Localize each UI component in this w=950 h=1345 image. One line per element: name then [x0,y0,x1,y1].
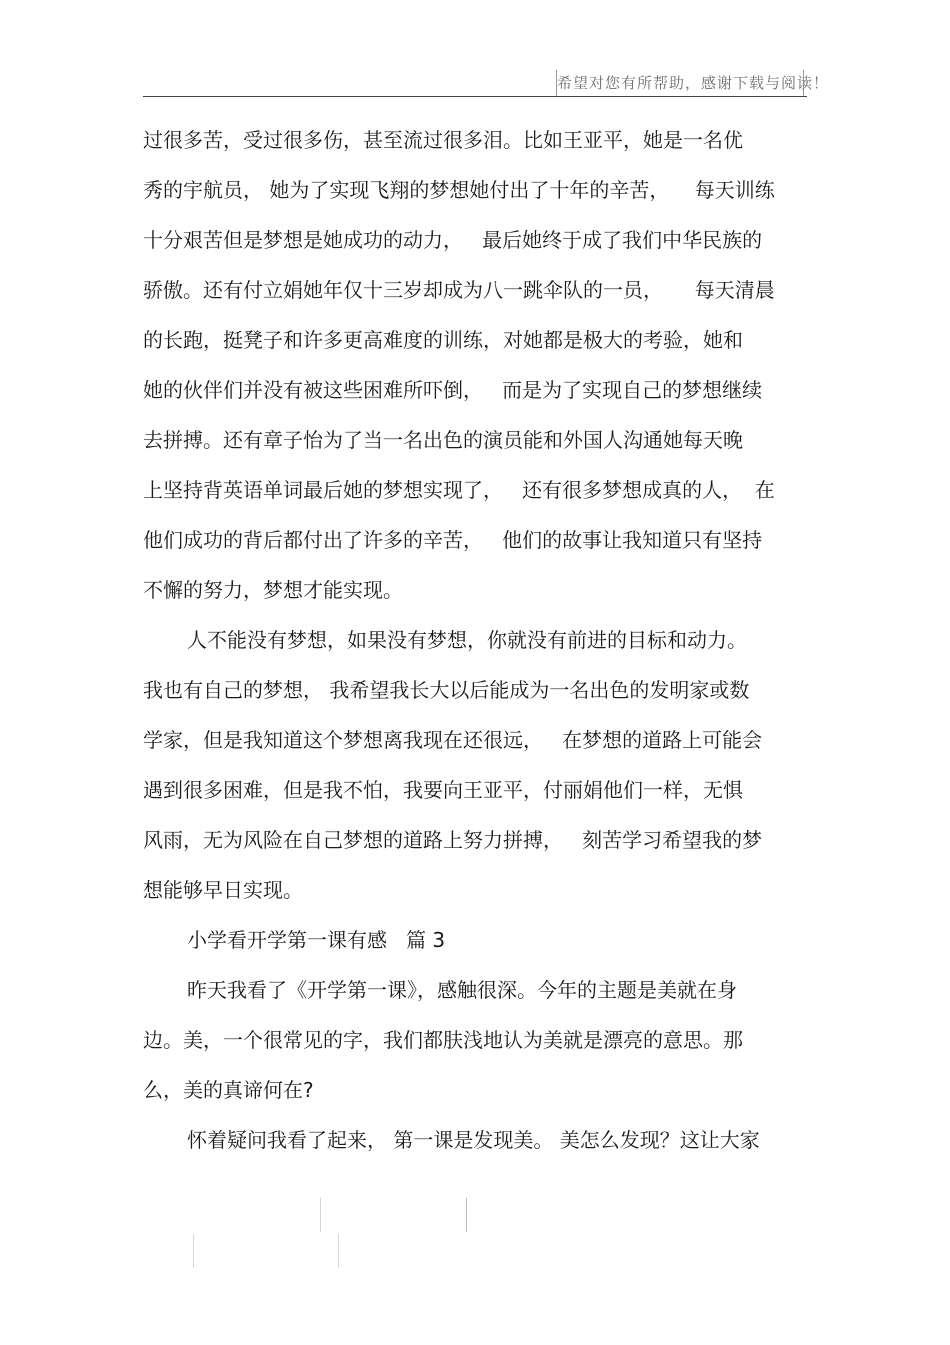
scan-mark [338,1234,339,1268]
text-line: 他们成功的背后都付出了许多的辛苦， 他们的故事让我知道只有坚持 [143,528,763,552]
text-line: 学家，但是我知道这个梦想离我现在还很远， 在梦想的道路上可能会 [143,728,763,752]
text-line: 我也有自己的梦想， 我希望我长大以后能成为一名出色的发明家或数 [143,678,750,702]
text-line: 的长跑，挺凳子和许多更高难度的训练，对她都是极大的考验，她和 [143,328,743,352]
text-line: 秀的宇航员， 她为了实现飞翔的梦想她付出了十年的辛苦， 每天训练 [143,178,775,202]
paragraph-first-line: 昨天我看了《开学第一课》，感触很深。今年的主题是美就在身 [187,978,737,1002]
text-line: 上坚持背英语单词最后她的梦想实现了， 还有很多梦想成真的人， 在 [143,478,775,502]
text-line: 十分艰苦但是梦想是她成功的动力， 最后她终于成了我们中华民族的 [143,228,763,252]
paragraph-first-line: 人不能没有梦想，如果没有梦想，你就没有前进的目标和动力。 [187,628,747,652]
scan-mark [466,1198,467,1232]
text-line: 边。美，一个很常见的字，我们都肤浅地认为美就是漂亮的意思。那 [143,1028,743,1052]
text-line: 过很多苦，受过很多伤，甚至流过很多泪。比如王亚平，她是一名优 [143,128,743,152]
header-rule [143,96,807,97]
text-line: 风雨，无为风险在自己梦想的道路上努力拼搏， 刻苦学习希望我的梦 [143,828,763,852]
scan-mark [320,1198,321,1232]
text-line: 想能够早日实现。 [143,878,303,902]
text-line: 么，美的真谛何在? [143,1078,314,1102]
scan-mark [193,1234,194,1268]
text-line: 遇到很多困难，但是我不怕，我要向王亚平，付丽娟他们一样，无惧 [143,778,743,802]
text-line: 不懈的努力，梦想才能实现。 [143,578,403,602]
text-line: 去拼搏。还有章子怡为了当一名出色的演员能和外国人沟通她每天晚 [143,428,743,452]
page-header-note: 希望对您有所帮助，感谢下载与阅读！ [556,70,804,96]
text-line: 骄傲。还有付立娟她年仅十三岁却成为八一跳伞队的一员， 每天清晨 [143,278,775,302]
paragraph-first-line: 怀着疑问我看了起来， 第一课是发现美。 美怎么发现？这让大家 [187,1128,760,1152]
text-line: 她的伙伴们并没有被这些困难所吓倒， 而是为了实现自己的梦想继续 [143,378,763,402]
section-heading: 小学看开学第一课有感 篇 3 [187,928,446,952]
